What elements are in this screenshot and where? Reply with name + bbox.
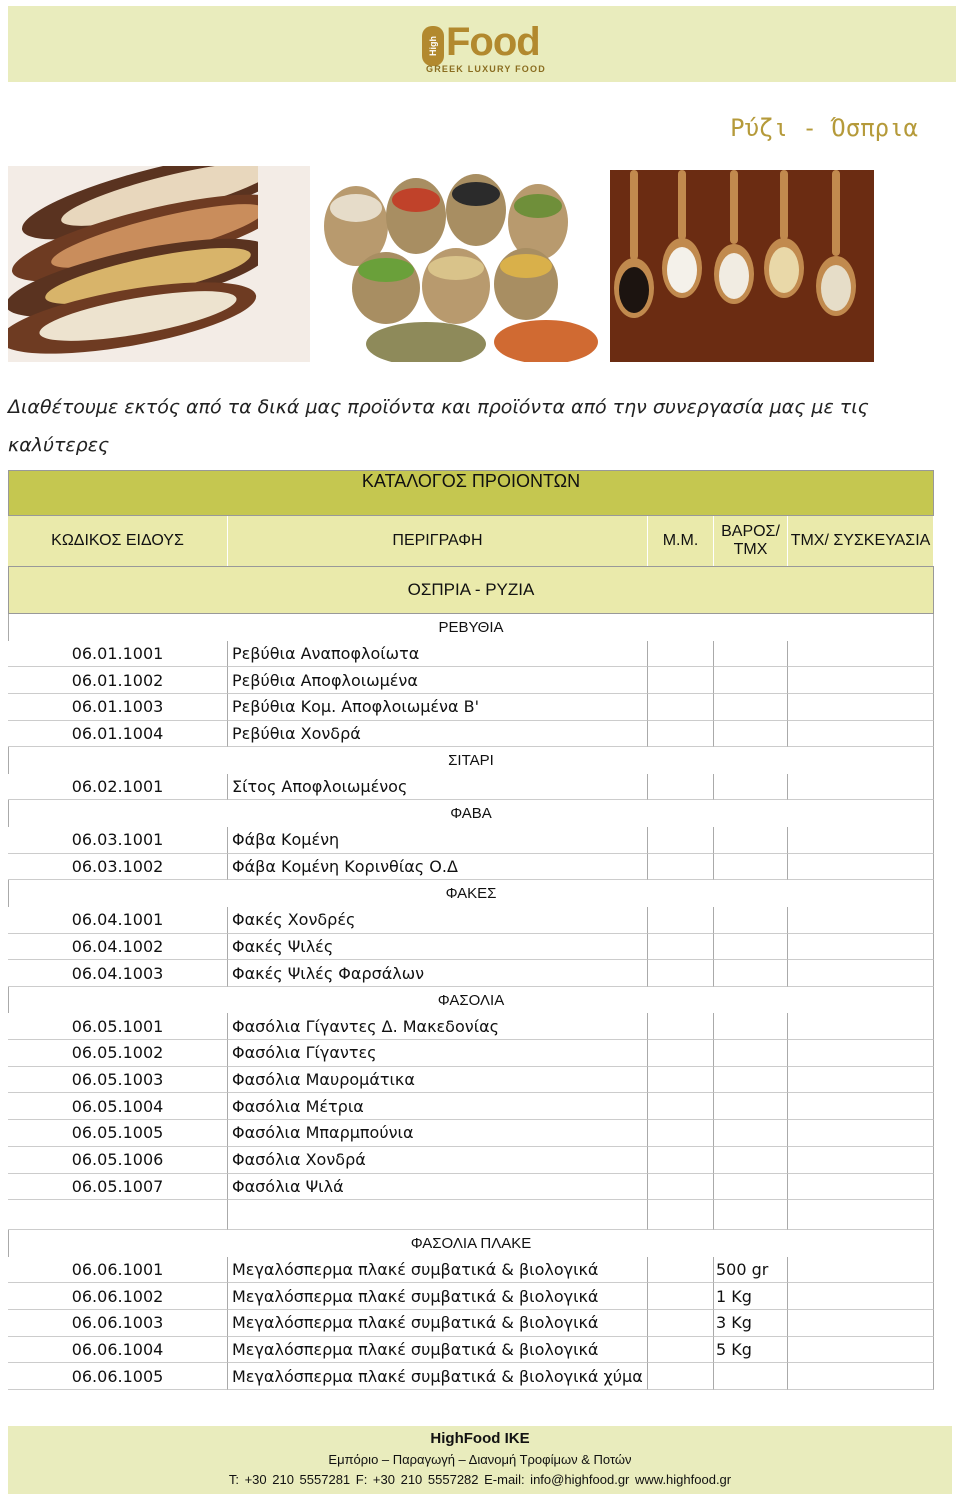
- item-pack: [788, 1174, 934, 1201]
- item-code: 06.01.1002: [8, 667, 228, 694]
- group-row: [8, 1230, 934, 1257]
- item-weight: [714, 960, 788, 987]
- item-pack: [788, 1093, 934, 1120]
- item-description: Ρεβύθια Αναποφλοίωτα: [228, 641, 648, 668]
- item-code: 06.05.1004: [8, 1093, 228, 1120]
- item-code: 06.06.1001: [8, 1257, 228, 1284]
- item-code: 06.06.1003: [8, 1310, 228, 1337]
- item-unit: [648, 1147, 714, 1174]
- footer-contact: T: +30 210 5557281 F: +30 210 5557282 E-mail: info@highfood.gr www.highfood.gr: [228, 1472, 732, 1487]
- item-unit: [648, 721, 714, 748]
- group-label: ΣΙΤΑΡΙ: [448, 752, 494, 769]
- header-code: ΚΩΔΙΚΟΣ ΕΙΔΟΥΣ: [8, 516, 228, 566]
- group-row: [8, 800, 934, 827]
- item-unit: [648, 960, 714, 987]
- item-description: Μεγαλόσπερμα πλακέ συμβατικά & βιολογικά: [228, 1257, 648, 1284]
- table-row: [8, 827, 934, 854]
- item-code: 06.01.1004: [8, 721, 228, 748]
- item-code: 06.03.1001: [8, 827, 228, 854]
- item-unit: [648, 854, 714, 881]
- item-description: Φασόλια Μαυρομάτικα: [228, 1067, 648, 1094]
- item-unit: [648, 1174, 714, 1201]
- table-row: [8, 1363, 934, 1390]
- product-catalog-table: [8, 470, 934, 1390]
- item-unit: [648, 907, 714, 934]
- item-pack: [788, 1337, 934, 1364]
- item-description: Μεγαλόσπερμα πλακέ συμβατικά & βιολογικά χύμα: [228, 1363, 648, 1390]
- table-row: [8, 1040, 934, 1067]
- table-row: [8, 1147, 934, 1174]
- header-weight: ΒΑΡΟΣ/ ΤΜΧ: [714, 516, 788, 566]
- item-code: 06.03.1002: [8, 854, 228, 881]
- item-unit: [648, 1120, 714, 1147]
- item-unit: [648, 934, 714, 961]
- category-label: ΟΣΠΡΙΑ - ΡΥΖΙΑ: [407, 580, 535, 599]
- group-row: [8, 987, 934, 1014]
- empty-cell: [8, 1200, 228, 1230]
- item-description: Ρεβύθια Αποφλοιωμένα: [228, 667, 648, 694]
- brand-badge: High: [422, 26, 444, 66]
- intro-line-1: Διαθέτουμε εκτός από τα δικά μας προϊόντα και προϊόντα από την συνεργασία μας με τις καλύτερες: [8, 396, 869, 456]
- item-code: 06.04.1001: [8, 907, 228, 934]
- item-pack: [788, 774, 934, 801]
- item-pack: [788, 907, 934, 934]
- item-pack: [788, 1147, 934, 1174]
- item-pack: [788, 721, 934, 748]
- item-unit: [648, 1363, 714, 1390]
- item-pack: [788, 1067, 934, 1094]
- item-weight: [714, 934, 788, 961]
- group-label: ΦΑΚΕΣ: [445, 885, 497, 903]
- item-weight: [714, 721, 788, 748]
- group-row: [8, 614, 934, 641]
- item-description: Μεγαλόσπερμα πλακέ συμβατικά & βιολογικά: [228, 1310, 648, 1337]
- photo-rice-spoons: [610, 170, 874, 362]
- group-row: [8, 880, 934, 907]
- item-weight: [714, 1120, 788, 1147]
- item-weight: [714, 907, 788, 934]
- item-description: Φακές Ψιλές Φαρσάλων: [228, 960, 648, 987]
- catalog-title: ΚΑΤΑΛΟΓΟΣ ΠΡΟΙΟΝΤΩΝ: [361, 471, 581, 491]
- item-description: Φασόλια Γίγαντες: [228, 1040, 648, 1067]
- empty-cell: [228, 1200, 648, 1230]
- item-unit: [648, 1093, 714, 1120]
- item-code: 06.02.1001: [8, 774, 228, 801]
- item-description: Ρεβύθια Χονδρά: [228, 721, 648, 748]
- table-row: [8, 1283, 934, 1310]
- item-description: Ρεβύθια Κομ. Αποφλοιωμένα Β': [228, 694, 648, 721]
- item-description: Φασόλια Μέτρια: [228, 1093, 648, 1120]
- item-unit: [648, 1040, 714, 1067]
- item-code: 06.04.1002: [8, 934, 228, 961]
- item-unit: [648, 641, 714, 668]
- item-code: 06.05.1001: [8, 1013, 228, 1040]
- item-weight: [714, 774, 788, 801]
- item-code: 06.05.1005: [8, 1120, 228, 1147]
- item-weight: 5 Kg: [714, 1337, 788, 1364]
- item-description: Φακές Χονδρές: [228, 907, 648, 934]
- item-weight: [714, 1174, 788, 1201]
- table-row: [8, 1093, 934, 1120]
- item-description: Φάβα Κομένη Κορινθίας Ο.Δ: [228, 854, 648, 881]
- item-weight: [714, 1147, 788, 1174]
- table-row: [8, 641, 934, 668]
- item-pack: [788, 1257, 934, 1284]
- item-pack: [788, 667, 934, 694]
- table-row: [8, 960, 934, 987]
- item-weight: [714, 667, 788, 694]
- table-row: [8, 1120, 934, 1147]
- item-weight: [714, 854, 788, 881]
- brand-logo: [422, 20, 558, 80]
- item-code: 06.06.1004: [8, 1337, 228, 1364]
- page-footer: [8, 1426, 952, 1494]
- item-weight: [714, 641, 788, 668]
- item-code: 06.01.1003: [8, 694, 228, 721]
- item-code: 06.04.1003: [8, 960, 228, 987]
- header-pack: ΤΜΧ/ ΣΥΣΚΕΥΑΣΙΑ: [788, 516, 934, 566]
- table-row: [8, 1174, 934, 1201]
- item-code: 06.05.1003: [8, 1067, 228, 1094]
- footer-description: Εμπόριο – Παραγωγή – Διανομή Τροφίμων & Ποτών: [328, 1452, 632, 1467]
- item-unit: [648, 827, 714, 854]
- photo-legume-sacks: [316, 166, 604, 362]
- page-header: [8, 6, 956, 82]
- table-row: [8, 1013, 934, 1040]
- header-description: ΠΕΡΙΓΡΑΦΗ: [228, 516, 648, 566]
- item-pack: [788, 1120, 934, 1147]
- item-description: Φασόλια Γίγαντες Δ. Μακεδονίας: [228, 1013, 648, 1040]
- item-unit: [648, 1013, 714, 1040]
- group-label: ΦΑΣΟΛΙΑ ΠΛΑΚΕ: [410, 1234, 532, 1252]
- item-unit: [648, 694, 714, 721]
- empty-cell: [714, 1200, 788, 1230]
- brand-name: Food: [446, 20, 540, 64]
- item-description: Φασόλια Χονδρά: [228, 1147, 648, 1174]
- item-unit: [648, 1283, 714, 1310]
- item-pack: [788, 1310, 934, 1337]
- item-pack: [788, 1013, 934, 1040]
- table-row: [8, 1257, 934, 1284]
- catalog-header-row: [8, 516, 934, 566]
- item-description: Φασόλια Ψιλά: [228, 1174, 648, 1201]
- table-row: [8, 1337, 934, 1364]
- item-pack: [788, 1040, 934, 1067]
- brand-tagline: GREEK LUXURY FOOD: [426, 64, 546, 74]
- item-weight: [714, 1040, 788, 1067]
- item-unit: [648, 1337, 714, 1364]
- item-pack: [788, 1283, 934, 1310]
- item-pack: [788, 854, 934, 881]
- item-weight: [714, 827, 788, 854]
- item-code: 06.05.1007: [8, 1174, 228, 1201]
- item-description: Σίτος Αποφλοιωμένος: [228, 774, 648, 801]
- empty-row: [8, 1200, 934, 1230]
- item-code: 06.06.1005: [8, 1363, 228, 1390]
- group-label: ΦΑΣΟΛΙΑ: [437, 991, 505, 1009]
- item-unit: [648, 1067, 714, 1094]
- table-row: [8, 1067, 934, 1094]
- item-pack: [788, 641, 934, 668]
- item-weight: 3 Kg: [714, 1310, 788, 1337]
- item-pack: [788, 1363, 934, 1390]
- group-label: ΡΕΒΥΘΙΑ: [438, 618, 504, 636]
- catalog-groups: [8, 614, 934, 1390]
- photo-spoons-beans: [8, 166, 310, 362]
- item-pack: [788, 934, 934, 961]
- item-weight: [714, 1067, 788, 1094]
- item-weight: 1 Kg: [714, 1283, 788, 1310]
- footer-company: HighFood ΙΚΕ: [430, 1430, 530, 1447]
- table-row: [8, 907, 934, 934]
- item-code: 06.01.1001: [8, 641, 228, 668]
- empty-cell: [648, 1200, 714, 1230]
- category-row: [8, 566, 934, 614]
- empty-cell: [788, 1200, 934, 1230]
- item-description: Φακές Ψιλές: [228, 934, 648, 961]
- item-unit: [648, 1257, 714, 1284]
- item-unit: [648, 1310, 714, 1337]
- table-row: [8, 854, 934, 881]
- header-unit: Μ.Μ.: [648, 516, 714, 566]
- item-description: Μεγαλόσπερμα πλακέ συμβατικά & βιολογικά: [228, 1337, 648, 1364]
- table-row: [8, 694, 934, 721]
- table-row: [8, 667, 934, 694]
- table-row: [8, 774, 934, 801]
- table-row: [8, 721, 934, 748]
- item-pack: [788, 694, 934, 721]
- item-unit: [648, 667, 714, 694]
- item-description: Φάβα Κομένη: [228, 827, 648, 854]
- item-code: 06.06.1002: [8, 1283, 228, 1310]
- table-row: [8, 934, 934, 961]
- item-unit: [648, 774, 714, 801]
- catalog-title-row: [8, 470, 934, 516]
- item-weight: [714, 1013, 788, 1040]
- item-description: Φασόλια Μπαρμπούνια: [228, 1120, 648, 1147]
- table-row: [8, 1310, 934, 1337]
- item-weight: 500 gr: [714, 1257, 788, 1284]
- item-code: 06.05.1006: [8, 1147, 228, 1174]
- item-weight: [714, 1363, 788, 1390]
- item-code: 06.05.1002: [8, 1040, 228, 1067]
- item-description: Μεγαλόσπερμα πλακέ συμβατικά & βιολογικά: [228, 1283, 648, 1310]
- group-row: [8, 747, 934, 774]
- item-weight: [714, 694, 788, 721]
- page-title: Ρύζι - Όσπρια: [730, 114, 918, 142]
- item-pack: [788, 827, 934, 854]
- item-weight: [714, 1093, 788, 1120]
- group-label: ΦΑΒΑ: [450, 805, 492, 823]
- item-pack: [788, 960, 934, 987]
